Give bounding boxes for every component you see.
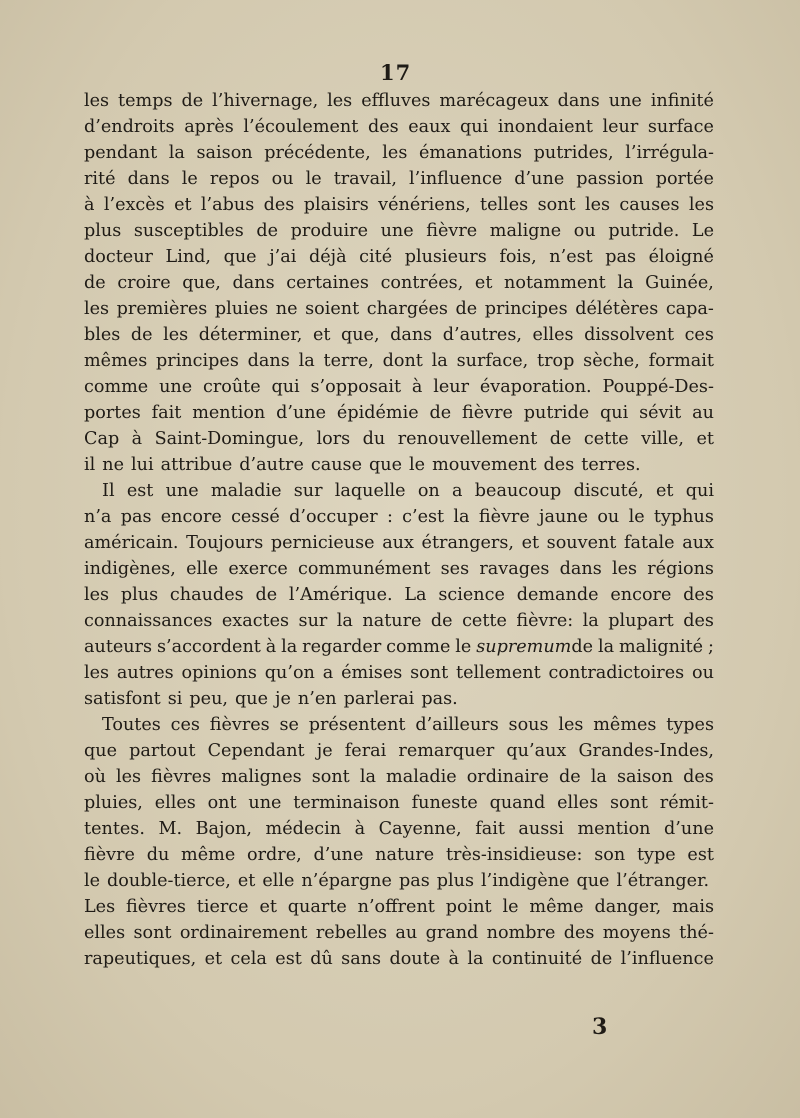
text-line: portes fait mention d’une épidémie de fièvre putride qui sévit au	[84, 403, 714, 423]
text-line: où les fièvres malignes sont la maladie ordinaire de la saison des	[84, 767, 714, 787]
text-line: il ne lui attribue d’autre cause que le mouvement des terres.	[84, 455, 641, 475]
text-line: comme une croûte qui s’opposait à leur évaporation. Pouppé-Des-	[84, 377, 714, 397]
text-line: américain. Toujours pernicieuse aux étrangers, et souvent fatale aux	[84, 533, 714, 553]
text-line: rité dans le repos ou le travail, l’influence d’une passion portée	[84, 169, 714, 189]
text-line: Cap à Saint-Domingue, lors du renouvellement de cette ville, et	[84, 429, 714, 449]
paragraph	[84, 712, 714, 972]
text-line: connaissances exactes sur la nature de cette fièvre: la plupart des	[84, 611, 714, 631]
text-line: le double-tierce, et elle n’épargne pas plus l’indigène que l’étranger.	[84, 871, 710, 891]
text-line: fièvre du même ordre, d’une nature très-insidieuse: son type est	[84, 845, 714, 865]
text-line: que partout Cependant je ferai remarquer qu’aux Grandes-Indes,	[84, 741, 714, 761]
text-line: de croire que, dans certaines contrées, et notamment la Guinée,	[84, 273, 714, 293]
text-line: d’endroits après l’écoulement des eaux qui inondaient leur surface	[84, 117, 714, 137]
signature-mark: 3	[592, 1014, 608, 1040]
text-line: satisfont si peu, que je n’en parlerai pas.	[84, 689, 458, 709]
body-text	[84, 88, 714, 972]
text-line: les autres opinions qu’on a émises sont tellement contradictoires ou	[84, 663, 714, 683]
text-line: auteurs s’accordent à la regarder comme le supremumde la malignité ;	[84, 637, 714, 657]
text-line: à l’excès et l’abus des plaisirs vénériens, telles sont les causes les	[84, 195, 714, 215]
paragraph	[84, 88, 714, 478]
text-line: Les fièvres tierce et quarte n’offrent point le même danger, mais	[84, 897, 714, 917]
text-line: tentes. M. Bajon, médecin à Cayenne, fait aussi mention d’une	[84, 819, 714, 839]
text-line: bles de les déterminer, et que, dans d’autres, elles dissolvent ces	[84, 325, 714, 345]
text-line: mêmes principes dans la terre, dont la surface, trop sèche, formait	[84, 351, 714, 371]
text-line: n’a pas encore cessé d’occuper : c’est la fièvre jaune ou le typhus	[84, 507, 714, 527]
text-line: les temps de l’hivernage, les effluves marécageux dans une infinité	[84, 91, 714, 111]
text-line: pluies, elles ont une terminaison funeste quand elles sont rémit-	[84, 793, 714, 813]
page-number: 17	[380, 60, 412, 85]
text-line: Toutes ces fièvres se présentent d’ailleurs sous les mêmes types	[102, 715, 714, 735]
text-line: elles sont ordinairement rebelles au grand nombre des moyens thé-	[84, 923, 714, 943]
text-line: pendant la saison précédente, les émanations putrides, l’irrégula-	[84, 143, 714, 163]
text-line: docteur Lind, que j’ai déjà cité plusieurs fois, n’est pas éloigné	[84, 247, 714, 267]
paragraph	[84, 478, 714, 712]
text-line: rapeutiques, et cela est dû sans doute à la continuité de l’influence	[84, 949, 714, 969]
text-line: indigènes, elle exerce communément ses ravages dans les régions	[84, 559, 714, 579]
text-line: Il est une maladie sur laquelle on a beaucoup discuté, et qui	[102, 481, 714, 501]
text-line: les plus chaudes de l’Amérique. La science demande encore des	[84, 585, 714, 605]
text-line: plus susceptibles de produire une fièvre maligne ou putride. Le	[84, 221, 714, 241]
text-line: les premières pluies ne soient chargées de principes délétères capa-	[84, 299, 714, 319]
